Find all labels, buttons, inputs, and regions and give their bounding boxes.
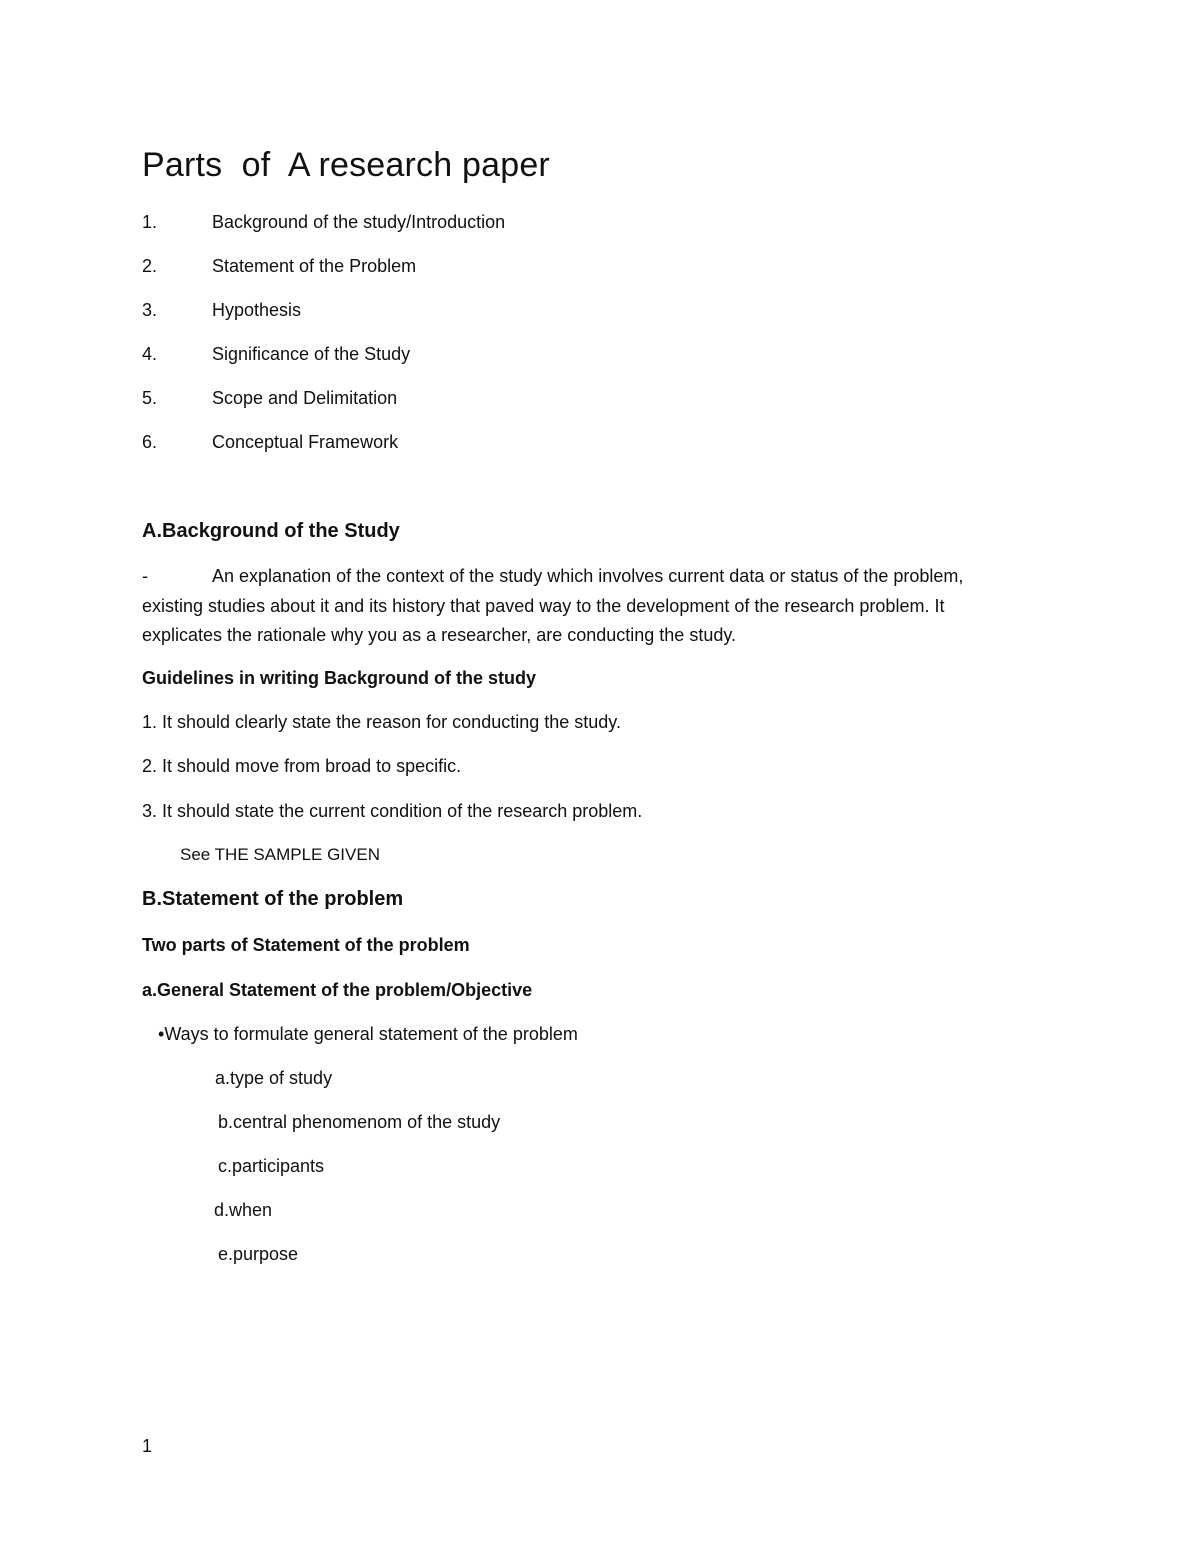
bullet-item	[158, 1024, 578, 1045]
toc-item-number: 2.	[142, 256, 158, 276]
paragraph-line-2: existing studies about it and its history that paved way to the development of the research problem. It	[142, 596, 945, 616]
paragraph-line-3: explicates the rationale why you as a researcher, are conducting the study.	[142, 625, 737, 645]
way-item: b.central phenomenom of the study	[218, 1112, 501, 1132]
toc-item-number: 5.	[142, 388, 158, 408]
toc-item-label: Background of the study/Introduction	[212, 212, 506, 232]
way-item: c.participants	[218, 1156, 325, 1176]
section-b-heading: B.Statement of the problem	[142, 888, 404, 910]
toc-item-label: Conceptual Framework	[212, 432, 399, 452]
two-parts-heading: Two parts of Statement of the problem	[142, 935, 470, 955]
toc-item-label: Significance of the Study	[212, 344, 411, 364]
section-a-heading: A.Background of the Study	[142, 520, 400, 542]
toc-item-number: 4.	[142, 344, 158, 364]
toc-item-number: 6.	[142, 432, 158, 452]
way-item: e.purpose	[218, 1244, 299, 1264]
paragraph-dash: -	[142, 566, 148, 586]
guideline-item: 3. It should state the current condition of the research problem.	[142, 801, 643, 821]
see-sample-note: See THE SAMPLE GIVEN	[180, 845, 380, 864]
toc-item-number: 1.	[142, 212, 158, 232]
bullet-glyph: •	[158, 1024, 165, 1044]
way-item: a.type of study	[215, 1068, 333, 1088]
toc-item-label: Scope and Delimitation	[212, 388, 398, 408]
toc-item-number: 3.	[142, 300, 158, 320]
guidelines-heading: Guidelines in writing Background of the study	[142, 668, 537, 688]
bullet-text: Ways to formulate general statement of the problem	[164, 1024, 578, 1044]
way-item: d.when	[214, 1200, 273, 1220]
toc-item-label: Statement of the Problem	[212, 256, 417, 276]
guideline-item: 2. It should move from broad to specific.	[142, 756, 462, 776]
toc-item-label: Hypothesis	[212, 300, 302, 320]
guideline-item: 1. It should clearly state the reason for conducting the study.	[142, 712, 621, 732]
general-statement-heading: a.General Statement of the problem/Objective	[142, 980, 533, 1000]
page-title: Parts of A research paper	[142, 146, 550, 184]
paragraph-line-1: An explanation of the context of the study which involves current data or status of the problem,	[212, 566, 964, 586]
page-number: 1	[142, 1436, 153, 1456]
